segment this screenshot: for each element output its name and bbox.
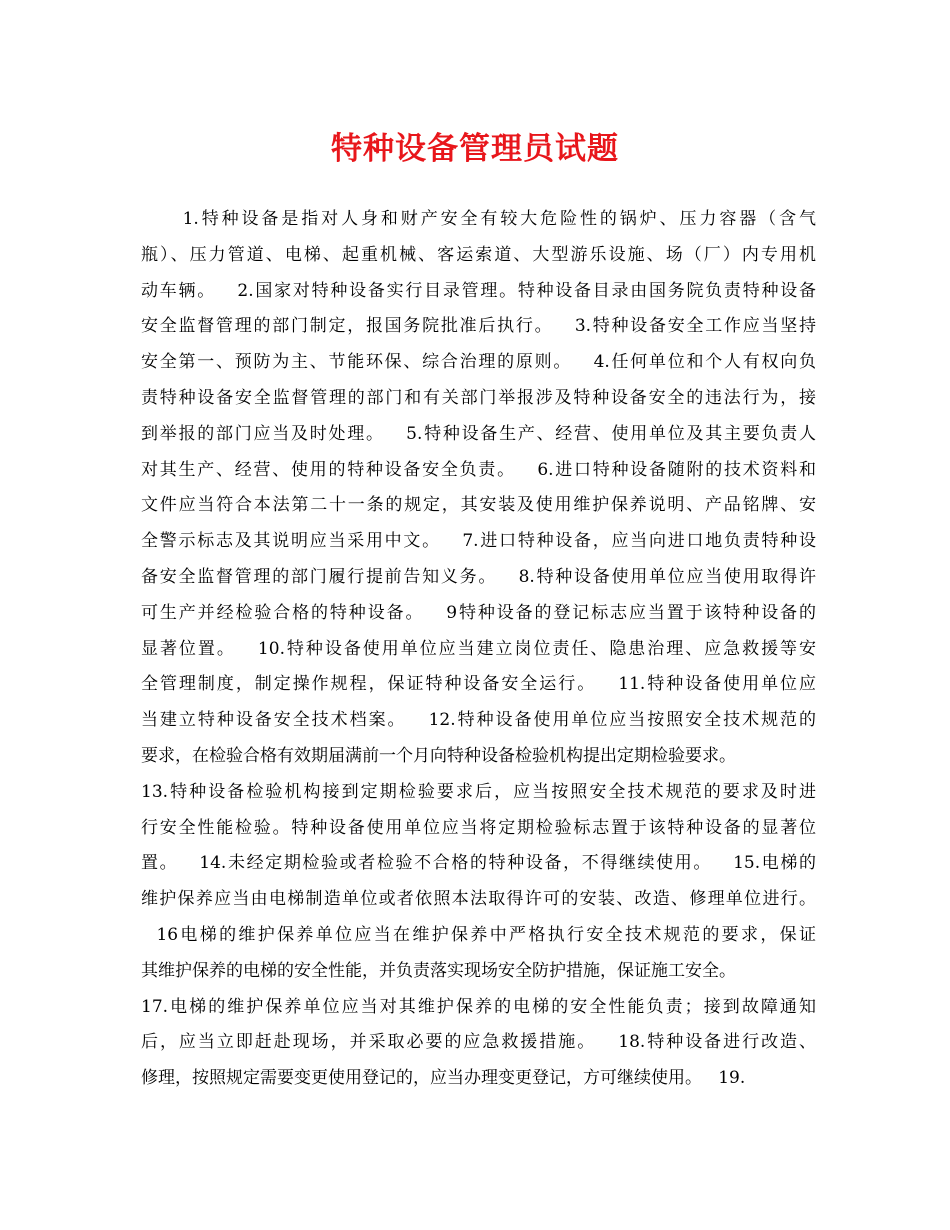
body-line: 置。 14.未经定期检验或者检验不合格的特种设备，不得继续使用。 15.电梯的 xyxy=(141,853,816,874)
body-line: 备安全监督管理的部门履行提前告知义务。 8.特种设备使用单位应当使用取得许 xyxy=(141,566,816,587)
body-line: 行安全性能检验。特种设备使用单位应当将定期检验标志置于该特种设备的显著位 xyxy=(141,817,816,838)
document-body xyxy=(141,202,816,1097)
body-line: 全管理制度，制定操作规程，保证特种设备安全运行。 11.特种设备使用单位应 xyxy=(141,674,816,695)
body-line: 全警示标志及其说明应当采用中文。 7.进口特种设备，应当向进口地负责特种设 xyxy=(141,531,816,552)
body-line: 后，应当立即赶赴现场，并采取必要的应急救援措施。 18.特种设备进行改造、 xyxy=(141,1032,816,1053)
body-line: 对其生产、经营、使用的特种设备安全负责。 6.进口特种设备随附的技术资料和 xyxy=(141,459,816,480)
body-line: 瓶）、压力管道、电梯、起重机械、客运索道、大型游乐设施、场（厂）内专用机 xyxy=(141,244,816,265)
body-line: 责特种设备安全监督管理的部门和有关部门举报涉及特种设备安全的违法行为，接 xyxy=(141,387,816,408)
body-line: 安全第一、预防为主、节能环保、综合治理的原则。 4.任何单位和个人有权向负 xyxy=(141,352,816,373)
body-line: 当建立特种设备安全技术档案。 12.特种设备使用单位应当按照安全技术规范的 xyxy=(141,710,816,731)
body-line: 要求，在检验合格有效期届满前一个月向特种设备检验机构提出定期检验要求。 xyxy=(141,745,736,766)
body-line: 动车辆。 2.国家对特种设备实行目录管理。特种设备目录由国务院负责特种设备 xyxy=(141,280,816,301)
body-line: 文件应当符合本法第二十一条的规定，其安装及使用维护保养说明、产品铭牌、安 xyxy=(141,495,816,516)
body-line: 显著位置。 10.特种设备使用单位应当建立岗位责任、隐患治理、应急救援等安 xyxy=(141,638,816,659)
body-line: 1.特种设备是指对人身和财产安全有较大危险性的锅炉、压力容器（含气 xyxy=(141,209,816,229)
page-title: 特种设备管理员试题 xyxy=(331,131,619,167)
body-line: 到举报的部门应当及时处理。 5.特种设备生产、经营、使用单位及其主要负责人 xyxy=(141,423,816,444)
body-line: 16电梯的维护保养单位应当在维护保养中严格执行安全技术规范的要求，保证 xyxy=(141,924,816,945)
body-line: 修理，按照规定需要变更使用登记的，应当办理变更登记，方可继续使用。 19. xyxy=(141,1068,746,1089)
body-line: 13.特种设备检验机构接到定期检验要求后，应当按照安全技术规范的要求及时进 xyxy=(141,781,816,802)
body-line: 17.电梯的维护保养单位应当对其维护保养的电梯的安全性能负责；接到故障通知 xyxy=(141,996,816,1017)
body-line: 可生产并经检验合格的特种设备。 9特种设备的登记标志应当置于该特种设备的 xyxy=(141,602,816,623)
body-line: 安全监督管理的部门制定，报国务院批准后执行。 3.特种设备安全工作应当坚持 xyxy=(141,316,816,337)
body-line: 其维护保养的电梯的安全性能，并负责落实现场安全防护措施，保证施工安全。 xyxy=(141,960,736,981)
body-line: 维护保养应当由电梯制造单位或者依照本法取得许可的安装、改造、修理单位进行。 xyxy=(141,889,816,910)
